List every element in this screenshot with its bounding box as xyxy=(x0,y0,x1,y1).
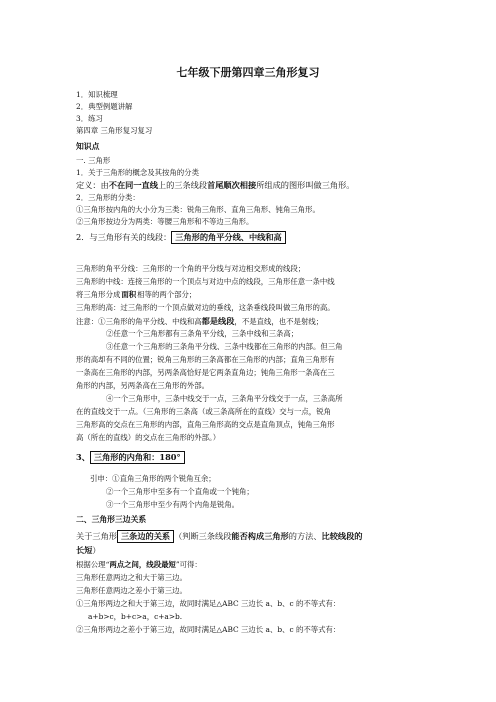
rule-2: 三角形任意两边之差小于第三边。 xyxy=(76,586,187,595)
angsum-label: 3、 xyxy=(76,452,90,462)
note-1 xyxy=(76,316,323,327)
section2-heading: 二、三角形三边关系 xyxy=(76,515,147,524)
rel-label: 2．与三角形有关的线段： xyxy=(76,232,172,242)
rel-box: 三角形的角平分线、中线和高 xyxy=(171,231,285,244)
knowledge-heading: 知识点 xyxy=(76,142,100,151)
chapter-heading: 第四章 三角形复习复习 xyxy=(76,126,153,135)
s1-1-heading: 1．关于三角形的概念及其按角的分类 xyxy=(76,168,199,177)
basis-c: ”可得： xyxy=(175,560,202,569)
angle-sum-line xyxy=(76,451,185,464)
basis-a: 根据公理“ xyxy=(76,560,110,569)
note-3c: 一条高在三角形的内部，另两条高恰好是它两条直角边；钝角三角形一条高在三 xyxy=(76,368,335,377)
sides1-f: 比较线段的 xyxy=(321,531,363,541)
axiom-basis xyxy=(76,560,202,570)
altitude-def: 三角形的高：过三角形的一个顶点做对边的垂线，这条垂线段叫做三角形的高。 xyxy=(76,303,335,312)
corollary-1: 引申：①直角三角形的两个锐角互余； xyxy=(90,474,216,483)
def-b: 不在同一直线 xyxy=(108,180,158,190)
sides1-a: 关于三角形 xyxy=(76,531,117,541)
median-def-1: 三角形的中线：连接三角形的一个顶点与对边中点的线段，三角形任意一条中线 xyxy=(76,277,335,286)
median-def-2 xyxy=(76,290,196,300)
sides2-b: ） xyxy=(92,545,101,555)
note-3d: 角形的内部，另两条高在三角形的外部。 xyxy=(76,381,210,390)
note-3b: 形的高却有不同的位置；锐角三角形的三条高都在三角形的内部；直角三角形有 xyxy=(76,355,335,364)
median2-c: 相等的两个部分； xyxy=(137,290,197,299)
angsum-box: 三角形的内角和：180° xyxy=(90,451,185,464)
section1-heading: 一. 三角形 xyxy=(76,156,111,165)
def-c: 上的三条线段 xyxy=(157,180,208,190)
toc-item-2: 2．典型例题讲解 xyxy=(76,102,133,111)
basis-b: 两点之间，线段最短 xyxy=(109,560,176,569)
doc-title: 七年级下册第四章三角形复习 xyxy=(176,66,320,79)
note-4d: 高（所在的直线）的交点在三角形的外部。） xyxy=(76,433,221,442)
related-segments-line xyxy=(76,231,286,244)
classification-angle: ①三角形按内角的大小分为三类：锐角三角形、直角三角形、钝角三角形。 xyxy=(76,205,320,214)
definition-line xyxy=(76,180,354,191)
note1-c: ，不是直线，也不是射线； xyxy=(234,317,324,326)
bisector-def: 三角形的角平分线：三角形的一个角的平分线与对边相交形成的线段； xyxy=(76,264,306,273)
median2-a: 将三角形分成 xyxy=(76,290,121,299)
def-d: 首尾顺次相接 xyxy=(207,180,257,190)
sides1-e: 的方法、 xyxy=(288,531,322,541)
note1-a: 注意：①三角形的角平分线、中线和高 xyxy=(76,317,202,326)
sides-line-2 xyxy=(76,545,101,556)
toc-item-1: 1．知识梳理 xyxy=(76,90,118,99)
sides2-a: 长短 xyxy=(76,545,93,555)
s1-2-heading: 2．三角形的分类： xyxy=(76,193,140,202)
rule-3-inequalities: a+b>c，b+c>a，c+a>b. xyxy=(88,612,183,621)
median2-b: 面积 xyxy=(121,290,137,299)
def-a: 定义：由 xyxy=(76,180,109,190)
def-e: 所组成的图形叫做三角形。 xyxy=(256,180,355,190)
corollary-3: ③一个三角形中至少有两个内角是锐角。 xyxy=(106,500,240,509)
rule-3: ①三角形两边之和大于第三边，故同时满足△ABC 三边长 a、b、c 的不等式有： xyxy=(76,599,341,608)
classification-side: ②三角形按边分为两类：等腰三角形和不等边三角形。 xyxy=(76,217,254,226)
note-4b: 在的直线交于一点。（三角形的三条高（或三条高所在的直线）交与一点，锐角 xyxy=(76,407,331,416)
sides-line-1 xyxy=(76,530,362,543)
sides1-d: 能否构成三角形 xyxy=(231,531,289,541)
sides1-box: 三条边的关系 xyxy=(117,530,174,543)
note-2: ②任意一个三角形都有三条角平分线，三条中线和三条高； xyxy=(106,329,299,338)
corollary-2: ②一个三角形中至多有一个直角或一个钝角； xyxy=(106,487,254,496)
sides1-c: （判断三条线段 xyxy=(174,531,232,541)
toc-item-3: 3．练习 xyxy=(76,114,103,123)
note1-b: 都是线段 xyxy=(201,316,235,326)
note-4c: 三角形高的交点在三角形的内部，直角三角形高的交点是直角顶点，钝角三角形 xyxy=(76,420,335,429)
rule-1: 三角形任意两边之和大于第三边。 xyxy=(76,573,187,582)
rule-4: ②三角形两边之差小于第三边，故同时满足△ABC 三边长 a、b、c 的不等式有： xyxy=(76,625,341,634)
note-4a: ④一个三角形中，三条中线交于一点，三条角平分线交于一点，三条高所 xyxy=(106,394,343,403)
note-3a: ③任意一个三角形的三条角平分线、三条中线都在三角形的内部。但三角 xyxy=(106,342,343,351)
